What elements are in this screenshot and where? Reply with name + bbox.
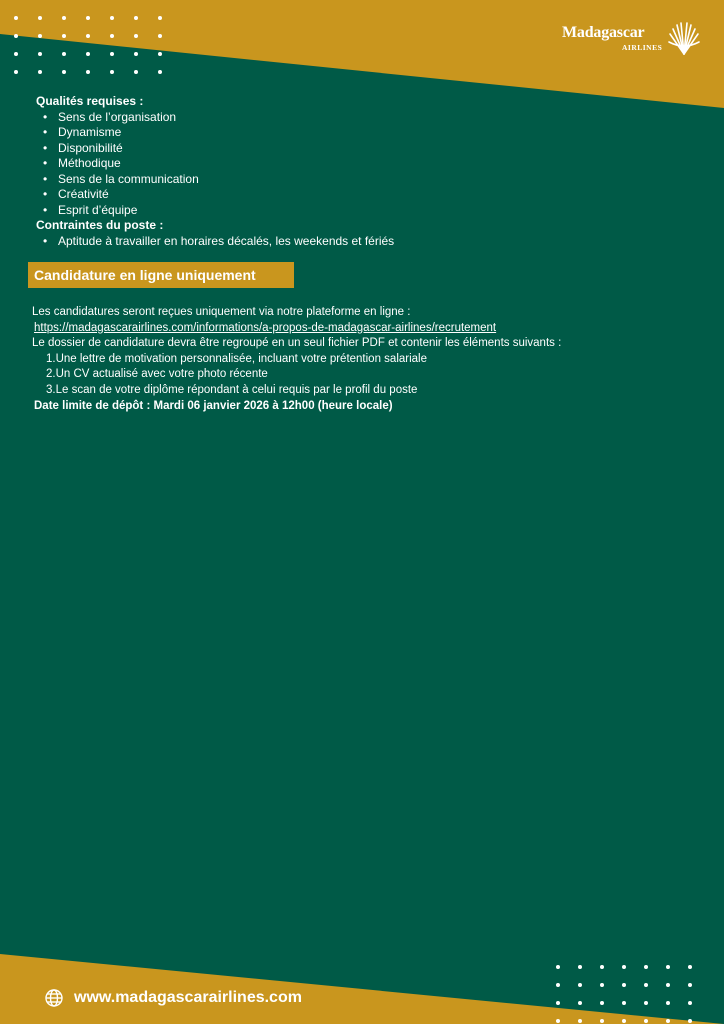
application-banner (28, 262, 294, 288)
decorative-dots-bottom (556, 965, 692, 1023)
requirements-section (32, 94, 692, 249)
list-item: • Disponibilité (56, 141, 692, 157)
application-section (32, 305, 702, 414)
recruitment-link[interactable]: https://madagascarairlines.com/informations/a-propos-de-madagascar-airlines/recrutement (34, 321, 497, 334)
documents-list (32, 352, 702, 399)
list-item: • Sens de la communication (56, 172, 692, 188)
list-item: • Sens de l’organisation (56, 110, 692, 126)
dossier-text: Le dossier de candidature devra être regroupé en un seul fichier PDF et contenir les éléments suivants : (32, 337, 562, 350)
list-item: • Créativité (56, 187, 692, 203)
footer-website-link[interactable]: www.madagascarairlines.com (74, 989, 302, 1006)
list-item: • Esprit d’équipe (56, 203, 692, 219)
deadline-text: Date limite de dépôt : Mardi 06 janvier 2026 à 12h00 (heure locale) (34, 399, 393, 412)
list-item: • Dynamisme (56, 125, 692, 141)
traveller-palm-icon (666, 20, 702, 56)
list-item: 1.Une lettre de motivation personnalisée, incluant votre prétention salariale (46, 352, 427, 365)
application-intro: Les candidatures seront reçues uniquement via notre plateforme en ligne : (32, 306, 411, 318)
list-item: 2.Un CV actualisé avec votre photo récente (46, 368, 268, 381)
list-item: • Aptitude à travailler en horaires décalés, les weekends et fériés (56, 234, 692, 250)
banner-title: Candidature en ligne uniquement (34, 267, 256, 283)
constraints-list (32, 234, 692, 250)
qualities-list (32, 110, 692, 219)
decorative-dots-top (14, 16, 162, 74)
globe-icon (44, 988, 64, 1008)
constraints-heading: Contraintes du poste : (36, 218, 164, 232)
list-item: • Méthodique (56, 156, 692, 172)
qualities-heading: Qualités requises : (36, 94, 144, 108)
madagascar-airlines-logo: Madagascar AIRLINES (562, 20, 708, 60)
list-item: 3.Le scan de votre diplôme répondant à celui requis par le profil du poste (46, 383, 418, 396)
